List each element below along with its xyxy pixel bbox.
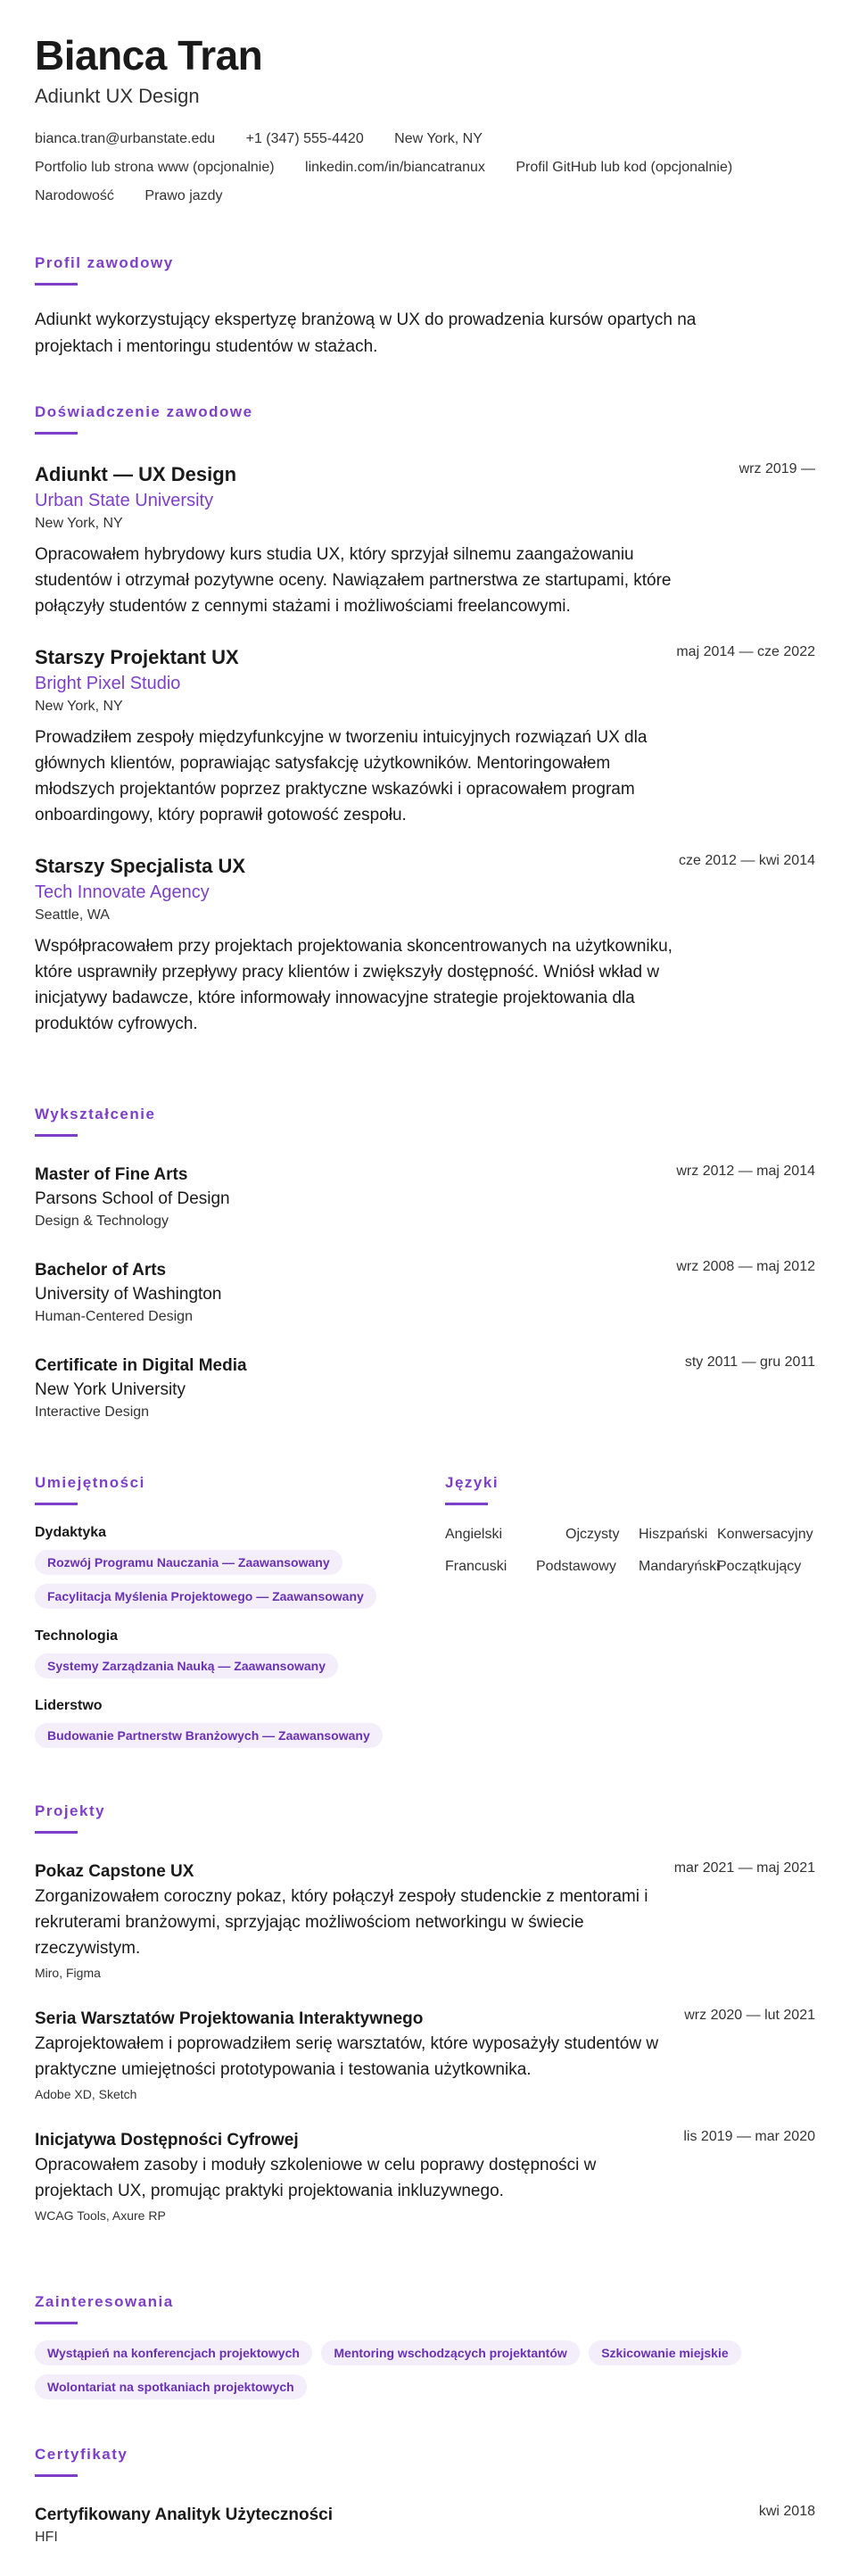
job-location: Seattle, WA	[35, 907, 110, 923]
skill-pill: Budowanie Partnerstw Branżowych — Zaawansowany	[35, 1723, 383, 1748]
study-field: Human-Centered Design	[35, 1309, 193, 1324]
section-underline	[35, 283, 78, 286]
education-entry	[35, 1259, 815, 1328]
school-name: University of Washington	[35, 1285, 222, 1304]
skill-pill-list	[35, 1714, 418, 1748]
language-level: Podstawowy	[536, 1559, 616, 1574]
languages-section	[445, 1474, 829, 1575]
education-entry	[35, 1354, 815, 1423]
contact-info	[35, 125, 815, 211]
interest-pill: Wystąpień na konferencjach projektowych	[35, 2340, 312, 2365]
school-name: New York University	[35, 1380, 186, 1399]
skill-group-name: Liderstwo	[35, 1698, 103, 1713]
section-underline	[35, 1831, 78, 1834]
section-underline	[35, 2322, 78, 2324]
study-field: Design & Technology	[35, 1213, 169, 1229]
language-name: Hiszpański	[639, 1527, 708, 1542]
section-underline	[35, 2474, 78, 2477]
job-date: cze 2012 — kwi 2014	[679, 853, 815, 868]
job-description: Współpracowałem przy projektach projektowania skoncentrowanych na użytkowniku, które usprawniły przepływy pracy klientów i zwiększyły dostępność. Wniósł wkład w inicjatywy badawcze, które informowały innowacyjne strategie projektowania dla produktów cyfrowych.	[35, 937, 673, 1033]
education-date: sty 2011 — gru 2011	[684, 1354, 815, 1370]
interest-pill: Szkicowanie miejskie	[589, 2340, 740, 2365]
job-description: Prowadziłem zespoły międzyfunkcyjne w tworzeniu intuicyjnych rozwiązań UX dla głównych klientów, poprawiając satysfakcję użytkowników. Mentoringowałem młodszych projektantów poprzez praktyczne wskazówki i opracowałem program onboardingowy, który poprawił gotowość zespołu.	[35, 728, 648, 824]
contact-linkedin[interactable]: linkedin.com/in/biancatranux	[305, 160, 485, 175]
language-row	[445, 1527, 829, 1543]
job-title: Adiunkt — UX Design	[35, 463, 237, 485]
study-field: Interactive Design	[35, 1404, 150, 1420]
language-level: Ojczysty	[565, 1527, 620, 1542]
skills-section	[35, 1474, 418, 1748]
skill-pill: Rozwój Programu Nauczania — Zaawansowany	[35, 1550, 342, 1575]
project-entry	[35, 2129, 815, 2225]
education-entry	[35, 1164, 815, 1232]
contact-portfolio[interactable]: Portfolio lub strona www (opcjonalnie)	[35, 160, 275, 175]
projects-section	[35, 1802, 815, 2225]
candidate-name: Bianca Tran	[35, 32, 263, 79]
language-name: Angielski	[445, 1527, 503, 1542]
project-description: Zorganizowałem coroczny pokaz, który połączył zespoły studenckie z mentorami i rekruterami branżowymi, sprzyjając możliwościom networkingu w świecie rzeczywistym.	[35, 1887, 648, 1958]
project-title: Pokaz Capstone UX	[35, 1862, 194, 1881]
project-tools: Adobe XD, Sketch	[35, 2087, 137, 2101]
language-level: Początkujący	[717, 1559, 802, 1574]
job-entry	[35, 644, 815, 828]
contact-phone[interactable]: +1 (347) 555-4420	[245, 131, 364, 146]
contact-row-1	[35, 125, 815, 153]
job-organization: Tech Innovate Agency	[35, 882, 210, 902]
certificates-section	[35, 2446, 815, 2548]
job-description: Opracowałem hybrydowy kurs studia UX, który sprzyjał silnemu zaangażowaniu studentów i otrzymał pozytywne oceny. Nawiązałem partnerstwa ze startupami, które połączyły studentów z cennymi stażami i możliwościami freelancowymi.	[35, 545, 672, 616]
section-title: Zainteresowania	[35, 2293, 174, 2310]
skill-pill: Facylitacja Myślenia Projektowego — Zaawansowany	[35, 1584, 376, 1609]
job-date: wrz 2019 —	[739, 461, 815, 476]
contact-row-2	[35, 153, 815, 182]
job-organization: Bright Pixel Studio	[35, 674, 181, 693]
certificate-entry	[35, 2504, 815, 2548]
contact-nationality: Narodowość	[35, 188, 114, 203]
certificate-date: kwi 2018	[758, 2504, 815, 2519]
language-level: Konwersacyjny	[717, 1527, 813, 1542]
job-entry	[35, 853, 815, 1037]
skill-group-name: Technologia	[35, 1628, 119, 1644]
section-title: Języki	[445, 1474, 499, 1491]
contact-row-3	[35, 182, 815, 211]
project-entry	[35, 2008, 815, 2104]
project-description: Zaprojektowałem i poprowadziłem serię warsztatów, które wyposażyły studentów w praktyczne umiejętności prototypowania i testowania użytkownika.	[35, 2034, 659, 2079]
certificate-title: Certyfikowany Analityk Użyteczności	[35, 2506, 334, 2524]
contact-email[interactable]: bianca.tran@urbanstate.edu	[35, 131, 216, 146]
project-tools: Miro, Figma	[35, 1966, 101, 1980]
section-underline	[35, 1134, 78, 1137]
section-title: Wykształcenie	[35, 1106, 156, 1122]
skill-pill-list	[35, 1644, 418, 1678]
experience-section	[35, 403, 815, 1037]
project-entry	[35, 1860, 815, 1983]
job-entry	[35, 461, 815, 619]
language-name: Mandaryński	[639, 1559, 720, 1574]
section-title: Projekty	[35, 1802, 106, 1819]
job-location: New York, NY	[35, 516, 123, 531]
skill-pill-list	[35, 1541, 418, 1609]
project-date: mar 2021 — maj 2021	[673, 1860, 815, 1876]
section-underline	[445, 1503, 488, 1505]
project-description: Opracowałem zasoby i moduły szkoleniowe w celu poprawy dostępności w projektach UX, promując praktyki projektowania inkluzywnego.	[35, 2156, 597, 2200]
language-row	[445, 1559, 829, 1575]
skill-pill: Systemy Zarządzania Nauką — Zaawansowany	[35, 1653, 338, 1678]
school-name: Parsons School of Design	[35, 1189, 230, 1208]
contact-github[interactable]: Profil GitHub lub kod (opcjonalnie)	[516, 160, 733, 175]
language-name: Francuski	[445, 1559, 508, 1574]
section-title: Profil zawodowy	[35, 254, 174, 271]
certificate-issuer: HFI	[35, 2530, 58, 2545]
degree-title: Master of Fine Arts	[35, 1165, 188, 1184]
section-underline	[35, 1503, 78, 1505]
education-date: wrz 2008 — maj 2012	[676, 1259, 815, 1274]
interests-section	[35, 2293, 815, 2399]
job-organization: Urban State University	[35, 491, 214, 510]
job-title: Starszy Specjalista UX	[35, 855, 246, 877]
section-title: Certyfikaty	[35, 2446, 128, 2463]
project-title: Inicjatywa Dostępności Cyfrowej	[35, 2131, 299, 2149]
profile-section	[35, 254, 815, 360]
degree-title: Certificate in Digital Media	[35, 1356, 247, 1375]
interest-pill: Mentoring wschodzących projektantów	[321, 2340, 579, 2365]
contact-location: New York, NY	[394, 131, 483, 146]
contact-driving-license: Prawo jazdy	[144, 188, 223, 203]
section-underline	[35, 432, 78, 435]
profile-summary: Adiunkt wykorzystujący ekspertyzę branżową w UX do prowadzenia kursów opartych na projektach i mentoringu studentów w stażach.	[35, 311, 697, 356]
interest-pill-list	[35, 2332, 815, 2399]
section-title: Umiejętności	[35, 1474, 145, 1491]
job-location: New York, NY	[35, 699, 123, 714]
education-section	[35, 1106, 815, 1423]
job-date: maj 2014 — cze 2022	[676, 644, 815, 659]
skill-group-name: Dydaktyka	[35, 1525, 107, 1540]
project-tools: WCAG Tools, Axure RP	[35, 2208, 166, 2223]
project-date: lis 2019 — mar 2020	[683, 2129, 815, 2144]
education-date: wrz 2012 — maj 2014	[676, 1164, 815, 1179]
project-title: Seria Warsztatów Projektowania Interaktywnego	[35, 2009, 424, 2028]
project-date: wrz 2020 — lut 2021	[684, 2008, 815, 2023]
job-title: Starszy Projektant UX	[35, 646, 239, 668]
interest-pill: Wolontariat na spotkaniach projektowych	[35, 2374, 307, 2399]
degree-title: Bachelor of Arts	[35, 1261, 167, 1280]
section-title: Doświadczenie zawodowe	[35, 403, 253, 420]
candidate-role: Adiunkt UX Design	[35, 85, 200, 107]
